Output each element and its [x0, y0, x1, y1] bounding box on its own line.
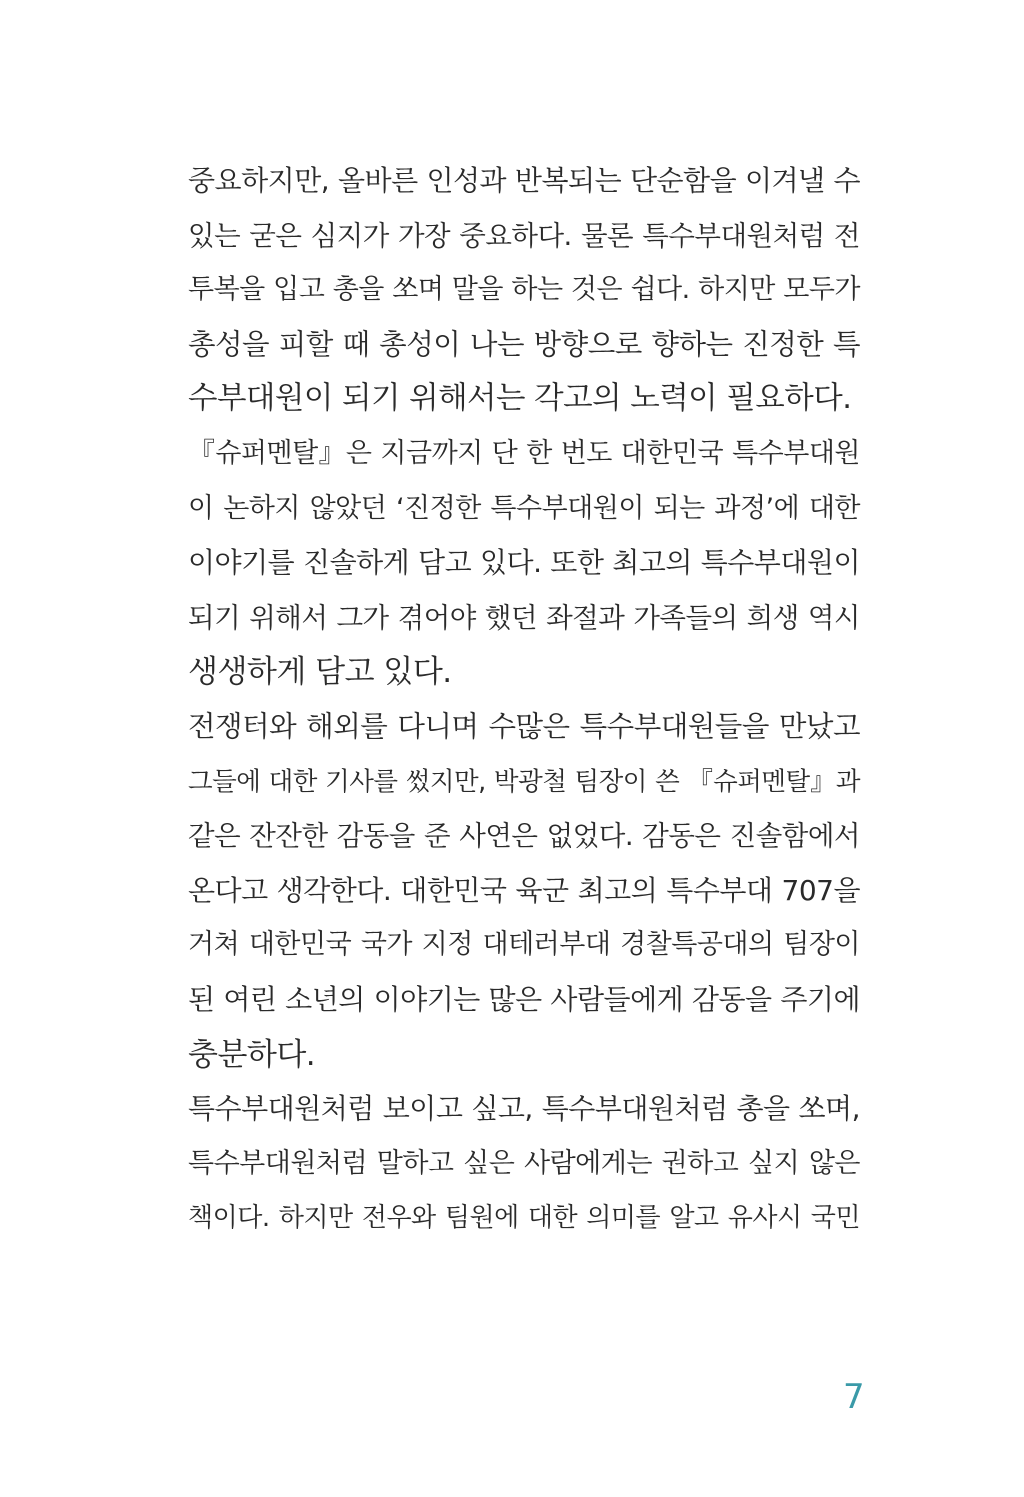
page-number: 7 [843, 1377, 865, 1417]
text-line: 『슈퍼멘탈』은 지금까지 단 한 번도 대한민국 특수부대원 [188, 437, 860, 469]
text-line: 같은 잔잔한 감동을 준 사연은 없었다. 감동은 진솔함에서 [188, 820, 860, 853]
text-line: 온다고 생각한다. 대한민국 육군 최고의 특수부대 707을 [188, 873, 860, 907]
text-line: 있는 굳은 심지가 가장 중요하다. 물론 특수부대원처럼 전 [188, 219, 860, 252]
text-line: 되기 위해서 그가 겪어야 했던 좌절과 가족들의 희생 역시 [188, 601, 860, 634]
text-line: 총성을 피할 때 총성이 나는 방향으로 향하는 진정한 특 [188, 327, 860, 361]
text-line: 충분하다. [188, 1036, 316, 1073]
text-line: 책이다. 하지만 전우와 팀원에 대한 의미를 알고 유사시 국민 [188, 1203, 860, 1234]
text-line: 특수부대원처럼 말하고 싶은 사람에게는 권하고 싶지 않은 [188, 1147, 860, 1179]
text-line: 그들에 대한 기사를 썼지만, 박광철 팀장이 쓴 『슈퍼멘탈』과 [188, 766, 860, 797]
text-line: 수부대원이 되기 위해서는 각고의 노력이 필요하다. [188, 381, 852, 417]
text-line: 생생하게 담고 있다. [188, 654, 452, 691]
text-line: 이 논하지 않았던 ‘진정한 특수부대원이 되는 과정’에 대한 [188, 492, 860, 524]
text-line: 중요하지만, 올바른 인성과 반복되는 단순함을 이겨낼 수 [188, 164, 860, 197]
text-line: 특수부대원처럼 보이고 싶고, 특수부대원처럼 총을 쏘며, [188, 1092, 860, 1126]
text-line: 된 여린 소년의 이야기는 많은 사람들에게 감동을 주기에 [188, 982, 860, 1016]
body-text [188, 154, 860, 1246]
text-line: 전쟁터와 해외를 다니며 수많은 특수부대원들을 만났고 [188, 709, 860, 743]
text-line: 이야기를 진솔하게 담고 있다. 또한 최고의 특수부대원이 [188, 546, 860, 580]
text-line: 투복을 입고 총을 쏘며 말을 하는 것은 쉽다. 하지만 모두가 [188, 274, 860, 306]
text-line: 거쳐 대한민국 국가 지정 대테러부대 경찰특공대의 팀장이 [188, 929, 860, 961]
